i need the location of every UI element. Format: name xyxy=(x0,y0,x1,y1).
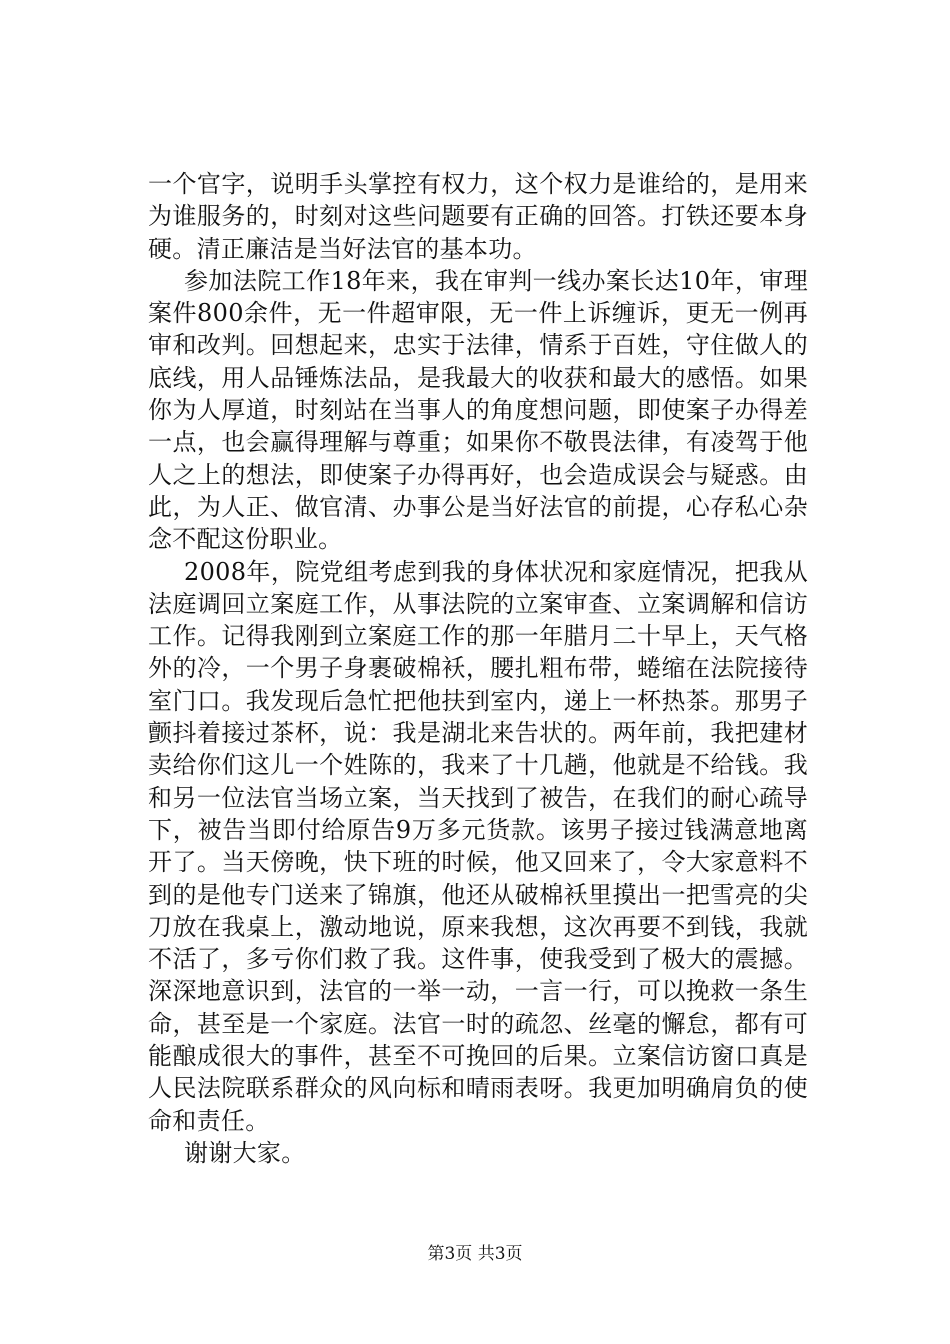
paragraph-1: 一个官字，说明手头掌控有权力，这个权力是谁给的，是用来为谁服务的，时刻对这些问题要有正确的回答。打铁还要本身硬。清正廉洁是当好法官的基本功。 xyxy=(148,170,808,263)
paragraph-3: 2008年，院党组考虑到我的身体状况和家庭情况，把我从法庭调回立案庭工作，从事法院的立案审查、立案调解和信访工作。记得我刚到立案庭工作的那一年腊月二十早上，天气格外的冷，一个男子身裹破棉袄，腰扎粗布带，蜷缩在法院接待室门口。我发现后急忙把他扶到室内，递上一杯热茶。那男子颤抖着接过茶杯，说：我是湖北来告状的。两年前，我把建材卖给你们这儿一个姓陈的，我来了十几趟，他就是不给钱。我和另一位法官当场立案，当天找到了被告，在我们的耐心疏导下，被告当即付给原告9万多元货款。该男子接过钱满意地离开了。当天傍晚，快下班的时候，他又回来了，令大家意料不到的是他专门送来了锦旗，他还从破棉袄里摸出一把雪亮的尖刀放在我桌上，激动地说，原来我想，这次再要不到钱，我就不活了，多亏你们救了我。这件事，使我受到了极大的震撼。深深地意识到，法官的一举一动，一言一行，可以挽救一条生命，甚至是一个家庭。法官一时的疏忽、丝毫的懈怠，都有可能酿成很大的事件，甚至不可挽回的后果。立案信访窗口真是人民法院联系群众的风向标和晴雨表呀。我更加明确肩负的使命和责任。 xyxy=(148,557,808,1135)
paragraph-2: 参加法院工作18年来，我在审判一线办案长达10年，审理案件800余件，无一件超审限，无一件上诉缠诉，更无一例再审和改判。回想起来，忠实于法律，情系于百姓，守住做人的底线，用人品锤炼法品，是我最大的收获和最大的感悟。如果你为人厚道，时刻站在当事人的角度想问题，即使案子办得差一点，也会赢得理解与尊重；如果你不敬畏法律，有凌驾于他人之上的想法，即使案子办得再好，也会造成误会与疑惑。由此，为人正、做官清、办事公是当好法官的前提，心存私心杂念不配这份职业。 xyxy=(148,266,808,554)
document-body xyxy=(148,168,808,1169)
paragraph-4: 谢谢大家。 xyxy=(184,1138,306,1167)
page-number-footer: 第3页 共3页 xyxy=(427,1244,523,1264)
